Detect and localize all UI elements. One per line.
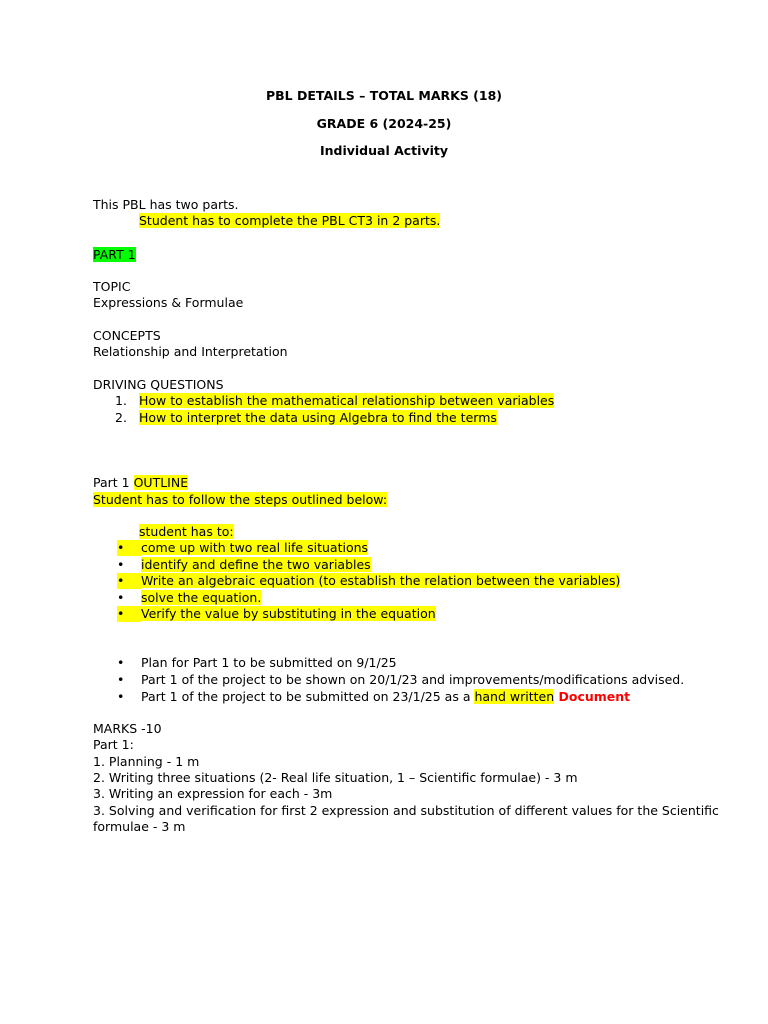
marks-line: 1. Planning - 1 m (93, 754, 200, 769)
intro-line-2 (139, 213, 440, 229)
document-title: PBL DETAILS – TOTAL MARKS (18) (265, 88, 503, 103)
outline-step-text: come up with two real life situations (141, 540, 369, 555)
marks-heading: MARKS -10 (93, 721, 162, 736)
topic-value: Expressions & Formulae (93, 295, 244, 310)
marks-line: formulae - 3 m (93, 819, 186, 834)
outline-step-text: identify and define the two variables (141, 557, 371, 572)
bullet-icon (117, 573, 141, 589)
bullet-icon (117, 557, 141, 573)
outline-sub (139, 524, 234, 540)
driving-item-num: 1. (115, 393, 127, 408)
outline-sub-text: student has to: (139, 524, 234, 539)
outline-prefix: Part 1 (93, 475, 134, 490)
outline-step (93, 573, 620, 589)
concepts-heading: CONCEPTS (93, 328, 161, 343)
bullet-icon (117, 590, 141, 606)
outline-line-text: Student has to follow the steps outlined below: (93, 492, 388, 507)
schedule-item (93, 655, 397, 671)
marks-line: 3. Writing an expression for each - 3m (93, 786, 333, 801)
activity-line: Individual Activity (319, 143, 449, 158)
bullet-icon (117, 672, 141, 688)
schedule-item (93, 672, 684, 688)
outline-step-text: Write an algebraic equation (to establish the relation between the variables) (141, 573, 621, 588)
outline-step (93, 590, 261, 606)
outline-step (93, 606, 436, 622)
marks-line: 3. Solving and verification for first 2 expression and substitution of different values for the Scientific (93, 803, 719, 818)
schedule-text: Part 1 of the project to be shown on 20/1/23 and improvements/modifications advised. (141, 672, 685, 687)
outline-line (93, 492, 387, 508)
outline-heading (93, 475, 188, 491)
outline-step (93, 540, 368, 556)
intro-highlight: Student has to complete the PBL CT3 in 2 parts. (139, 213, 441, 228)
driving-item-num: 2. (115, 410, 127, 425)
part1-highlight: PART 1 (93, 247, 136, 262)
outline-step (93, 557, 371, 573)
outline-step-text: solve the equation. (141, 590, 262, 605)
driving-item (93, 410, 497, 426)
driving-item-text: How to establish the mathematical relationship between variables (139, 393, 555, 408)
topic-heading: TOPIC (93, 279, 131, 294)
driving-heading: DRIVING QUESTIONS (93, 377, 224, 392)
bullet-icon (117, 540, 141, 556)
driving-item-text: How to interpret the data using Algebra to find the terms (139, 410, 497, 425)
bullet-icon (117, 689, 141, 705)
schedule-highlight: hand written (474, 689, 555, 704)
outline-label: OUTLINE (133, 475, 189, 490)
bullet-icon (117, 655, 141, 671)
schedule-text: Plan for Part 1 to be submitted on 9/1/25 (141, 655, 397, 670)
marks-line: 2. Writing three situations (2- Real life situation, 1 – Scientific formulae) - 3 m (93, 770, 578, 785)
schedule-item (93, 689, 630, 705)
part1-label (93, 247, 136, 263)
grade-line: GRADE 6 (2024-25) (316, 116, 452, 131)
concepts-value: Relationship and Interpretation (93, 344, 288, 359)
schedule-text: Part 1 of the project to be submitted on 23/1/25 as a (141, 689, 475, 704)
marks-part: Part 1: (93, 737, 134, 752)
driving-item (93, 393, 554, 409)
schedule-document: Document (554, 689, 631, 704)
bullet-icon (117, 606, 141, 622)
outline-step-text: Verify the value by substituting in the equation (141, 606, 436, 621)
intro-line-1: This PBL has two parts. (93, 197, 239, 212)
